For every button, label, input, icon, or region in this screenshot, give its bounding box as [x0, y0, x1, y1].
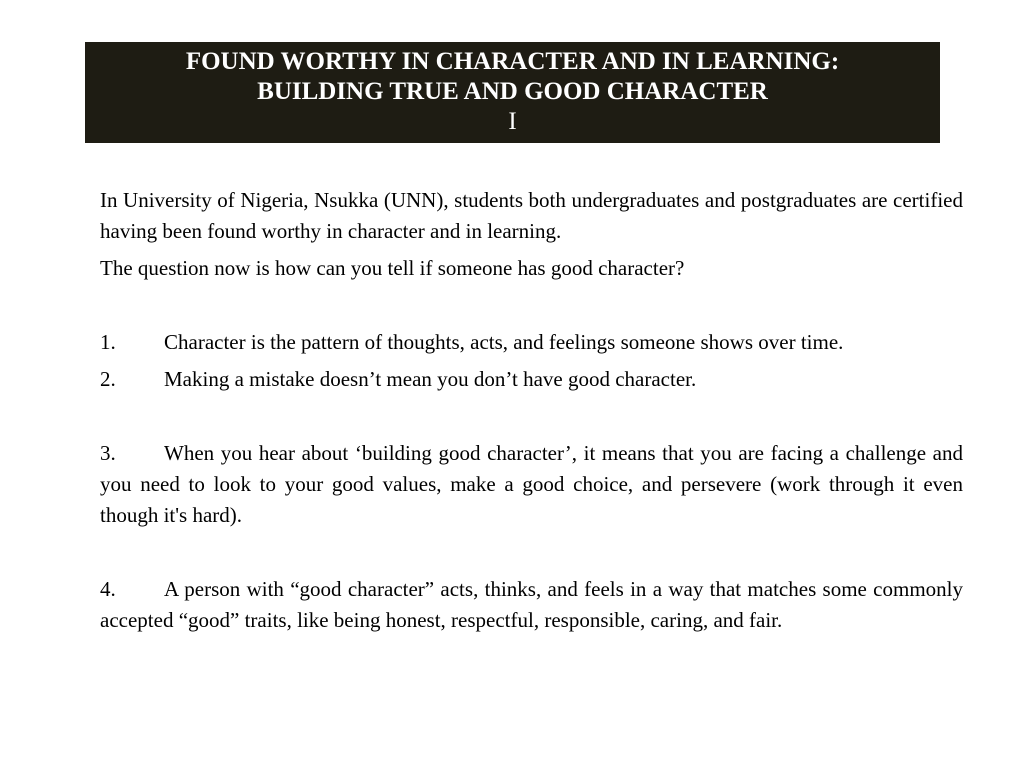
- slide-title-line-1: FOUND WORTHY IN CHARACTER AND IN LEARNING:: [185, 48, 840, 75]
- intro-question: The question now is how can you tell if someone has good character?: [100, 256, 685, 280]
- point-text: Making a mistake doesn’t mean you don’t have good character.: [164, 367, 697, 391]
- point-text: When you hear about ‘building good character’, it means that you are facing a challenge and you need to look to your good values, make a good choice, and persevere (work through it even though it's hard).: [100, 441, 963, 527]
- intro-paragraph: In University of Nigeria, Nsukka (UNN), students both undergraduates and postgraduates are certified having been found worthy in character and in learning.: [100, 188, 963, 243]
- slide-body: [100, 185, 963, 636]
- point-number: 4.: [100, 577, 116, 601]
- slide-title-banner: [85, 42, 940, 143]
- point-number: 3.: [100, 441, 116, 465]
- point-text: Character is the pattern of thoughts, acts, and feelings someone shows over time.: [164, 330, 844, 354]
- point-item-3: [100, 438, 963, 531]
- point-number: 1.: [100, 330, 116, 354]
- point-item-1: [100, 327, 963, 358]
- slide-title-numeral: I: [508, 108, 517, 135]
- point-item-2: [100, 364, 963, 395]
- slide-title-line-2: BUILDING TRUE AND GOOD CHARACTER: [257, 78, 768, 105]
- point-number: 2.: [100, 367, 116, 391]
- point-item-4: [100, 574, 963, 636]
- point-text: A person with “good character” acts, thinks, and feels in a way that matches some commonly accepted “good” traits, like being honest, respectful, responsible, caring, and fair.: [100, 577, 963, 632]
